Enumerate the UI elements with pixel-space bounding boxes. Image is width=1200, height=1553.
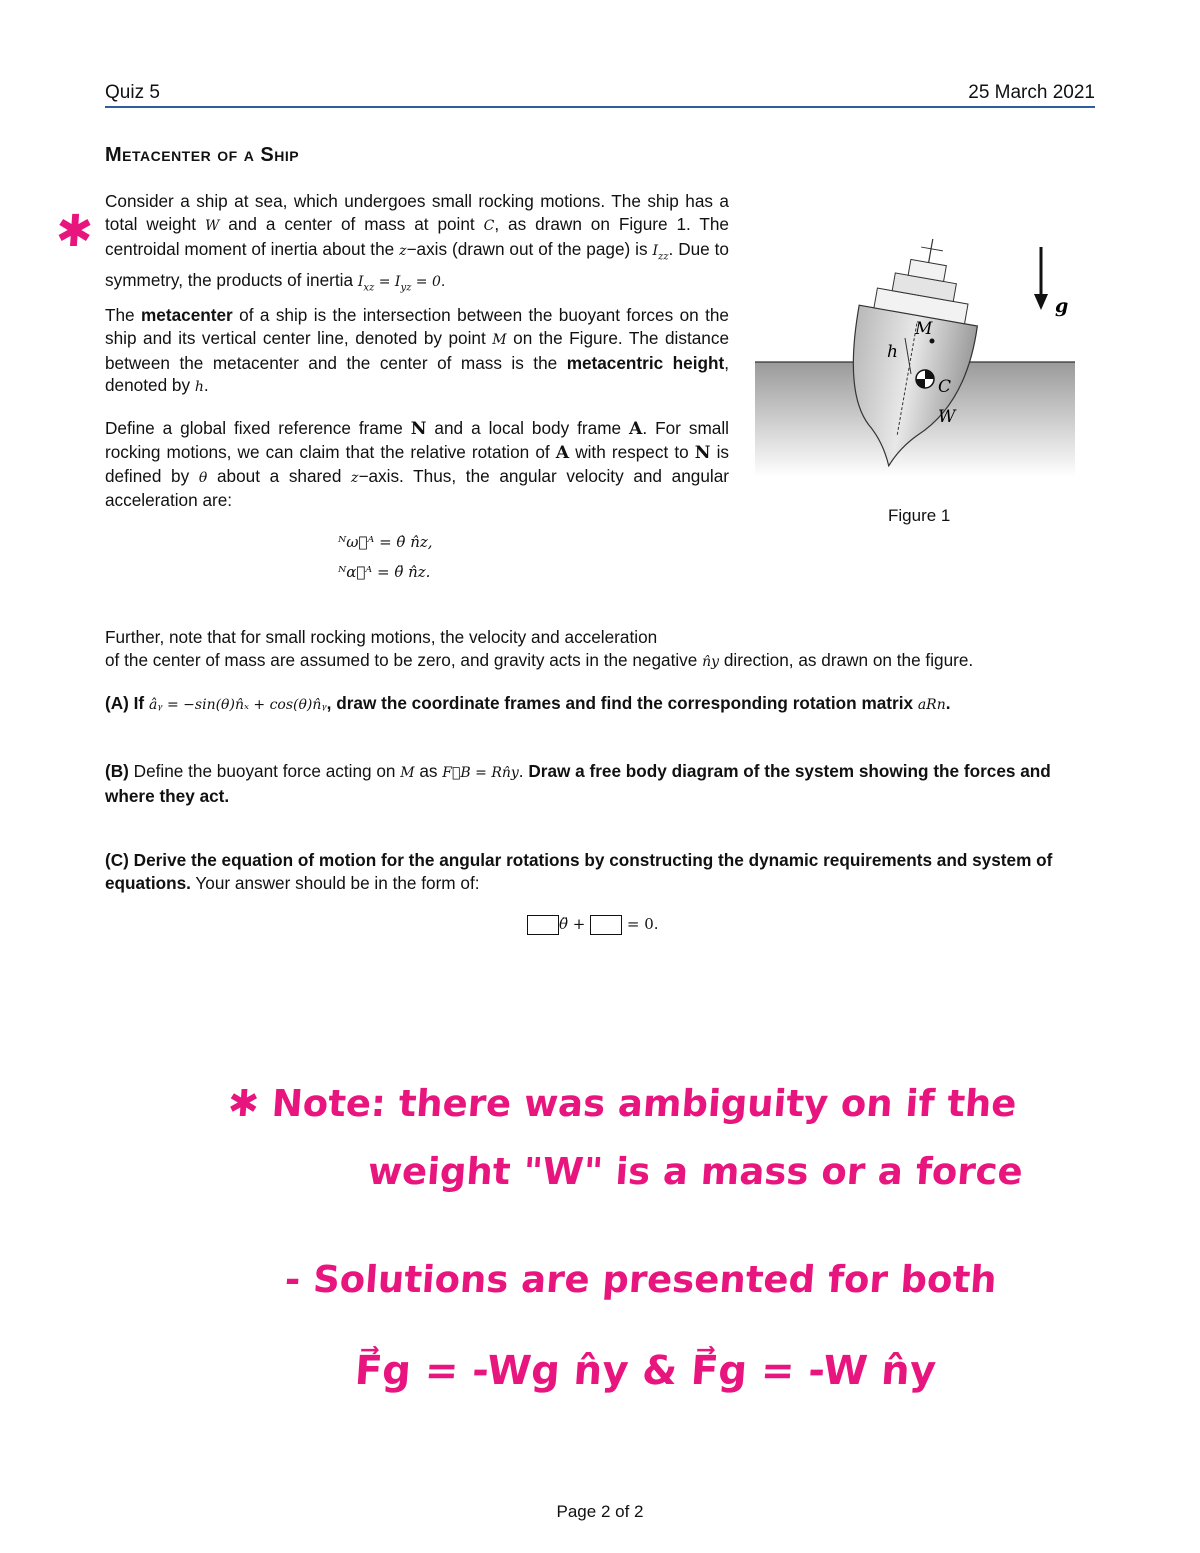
further-paragraph: Further, note that for small rocking motions, the velocity and acceleration of the center of mass are assumed to be zero, and gravity acts in the negative n̂y direction, as drawn on the figure. [105, 627, 974, 670]
answer-form-equation: θ̈ + = 0. [527, 915, 659, 935]
question-b: (B) Define the buoyant force acting on M as F⃗B = Rn̂y. Draw a free body diagram of the system showing the forces and where they act. [105, 761, 1051, 806]
question-c: (C) Derive the equation of motion for the angular rotations by constructing the dynamic requirements and system of equations. Your answer should be in the form of: [105, 850, 1053, 893]
gravity-arrow-head [1034, 294, 1048, 310]
label-C: C [938, 377, 952, 397]
page-number: Page 2 of 2 [556, 1502, 644, 1521]
answer-box-1[interactable] [527, 915, 559, 935]
header-quiz-label: Quiz 5 [105, 82, 160, 103]
header-date: 25 March 2021 [968, 82, 1095, 103]
handwritten-note-line-1: ✱ Note: there was ambiguity on if the [226, 1082, 1018, 1125]
label-g: g [1055, 295, 1069, 317]
header-rule [105, 106, 1095, 108]
answer-box-2[interactable] [590, 915, 622, 935]
label-h: h [887, 342, 898, 362]
intro-paragraph: Consider a ship at sea, which undergoes small rocking motions. The ship has a total weight W and a center of mass at point C, as drawn on Figure 1. The centroidal moment of inertia about the z−axis (drawn out of the page) is $I_{zz}$. Due to symmetry, the products of inertia $I_{xz} = I_{yz} = 0$. [105, 191, 729, 294]
metacenter-point [930, 339, 935, 344]
angular-acceleration-equation: ᴺα⃗ᴬ = θ̈ n̂z. [338, 563, 431, 581]
handwritten-note-line-4: F⃗g = -Wg n̂y & F⃗g = -W n̂y [353, 1348, 938, 1394]
label-W: W [938, 407, 956, 427]
figure-caption: Figure 1 [888, 506, 951, 525]
handwritten-note-line-2: weight "W" is a mass or a force [366, 1150, 1025, 1193]
metacenter-paragraph: The metacenter of a ship is the intersection between the buoyant forces on the ship and its vertical center line, denoted by point M on the Figure. The distance between the metacenter and the center of mass is the metacentric height, denoted by h. [105, 305, 729, 396]
frames-paragraph: Define a global fixed reference frame N and a local body frame A. For small rocking motions, we can claim that the relative rotation of A with respect to N is defined by θ about a shared z−axis. Thus, the angular velocity and angular acceleration are: [105, 418, 729, 511]
label-M: M [915, 319, 933, 339]
handwritten-note-line-3: - Solutions are presented for both [283, 1258, 999, 1301]
margin-star-annotation: ✱ [54, 206, 95, 257]
angular-velocity-equation: ᴺω⃗ᴬ = θ̇ n̂z, [338, 533, 433, 551]
ship-figure [755, 232, 1095, 477]
section-title: Metacenter of a Ship [105, 144, 300, 166]
question-a: (A) If âᵧ = −sin(θ)n̂ₓ + cos(θ)n̂ᵧ, draw the coordinate frames and find the corresponding rotation matrix aRn. [105, 693, 951, 713]
